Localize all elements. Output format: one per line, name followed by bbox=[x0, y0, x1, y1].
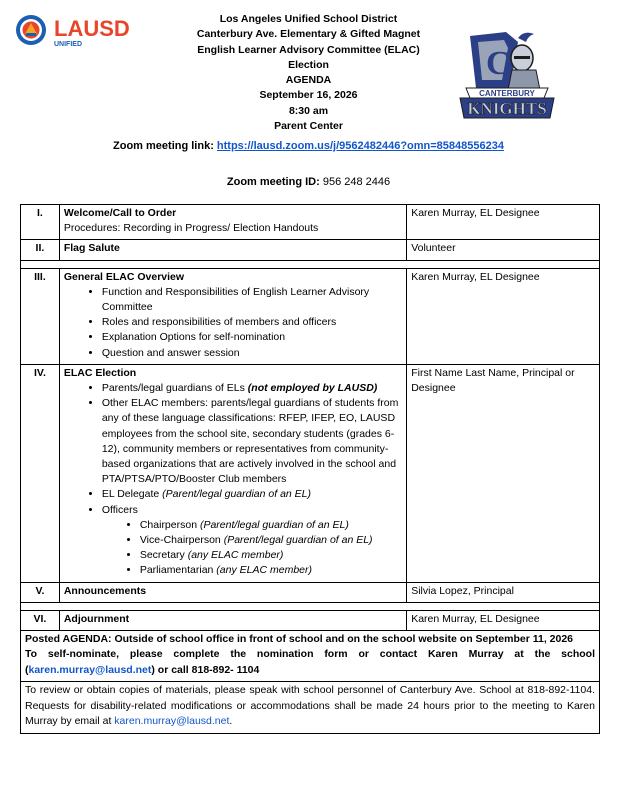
agenda-item-presenter: Volunteer bbox=[407, 240, 600, 260]
list-item: • Explanation Options for self-nomination bbox=[102, 330, 402, 345]
svg-text:C: C bbox=[486, 45, 511, 82]
self-nominate-phone: ) or call 818-892- 1104 bbox=[151, 663, 260, 676]
zoom-link-line bbox=[0, 140, 617, 152]
meeting-time: 8:30 am bbox=[288, 104, 329, 117]
agenda-table bbox=[20, 204, 600, 734]
agenda-item-cell bbox=[59, 364, 406, 582]
agenda-row-1 bbox=[21, 205, 600, 240]
agenda-item-title: Adjournment bbox=[63, 612, 130, 625]
agenda-row-5 bbox=[21, 582, 600, 602]
agenda-item-presenter: Karen Murray, EL Designee bbox=[407, 205, 600, 240]
agenda-item-number: I. bbox=[21, 205, 60, 240]
agenda-row-4 bbox=[21, 364, 600, 582]
agenda-item-cell bbox=[59, 268, 406, 364]
spacer-cell bbox=[21, 602, 600, 610]
list-item: • Function and Responsibilities of English Learner Advisory Committee bbox=[102, 285, 402, 315]
officer-item bbox=[140, 563, 402, 578]
officer-role: Vice-Chairperson bbox=[139, 534, 224, 547]
agenda-item-title: Flag Salute bbox=[63, 242, 120, 255]
officer-item bbox=[140, 548, 402, 563]
list-item bbox=[102, 503, 402, 579]
district-name: Los Angeles Unified School District bbox=[219, 13, 398, 25]
officer-list bbox=[102, 518, 402, 579]
agenda-item-cell bbox=[59, 205, 406, 240]
agenda-item-cell bbox=[59, 582, 406, 602]
committee-name: English Learner Advisory Committee (ELAC) bbox=[197, 43, 420, 56]
meeting-type: Election bbox=[288, 58, 329, 71]
notice-end: . bbox=[229, 715, 233, 728]
list-item: • Roles and responsibilities of members and officers bbox=[102, 315, 402, 330]
contact-email-link[interactable]: karen.murray@lausd.net bbox=[28, 663, 152, 676]
posted-row bbox=[21, 631, 600, 682]
agenda-item-number: V. bbox=[21, 582, 60, 602]
agenda-item-number: IV. bbox=[21, 364, 60, 582]
self-nominate-line bbox=[25, 647, 595, 678]
officer-note: (any ELAC member) bbox=[187, 549, 284, 562]
bullet-text: EL Delegate bbox=[101, 488, 163, 501]
school-name: Canterbury Ave. Elementary & Gifted Magnet bbox=[196, 28, 421, 41]
zoom-link-label: Zoom meeting link: bbox=[113, 140, 214, 152]
bullet-emphasis: (not employed by LAUSD) bbox=[247, 382, 378, 395]
spacer-cell bbox=[21, 260, 600, 268]
agenda-item-number: III. bbox=[21, 268, 60, 364]
list-item: • Question and answer session bbox=[102, 346, 402, 361]
list-item bbox=[102, 381, 402, 396]
agenda-row-3 bbox=[21, 268, 600, 364]
officer-note: (any ELAC member) bbox=[216, 564, 312, 577]
agenda-heading: AGENDA bbox=[285, 74, 332, 87]
meeting-date: September 16, 2026 bbox=[259, 89, 358, 102]
posted-agenda-line: Posted AGENDA: Outside of school office in front of school and on the school website on September 11, 2026 bbox=[25, 633, 574, 646]
agenda-item-detail: Procedures: Recording in Progress/ Election Handouts bbox=[63, 222, 319, 235]
zoom-id-line bbox=[0, 176, 617, 188]
lausd-logo-text: LAUSD bbox=[54, 16, 130, 41]
officer-note: (Parent/legal guardian of an EL) bbox=[223, 534, 373, 547]
officer-role: Parliamentarian bbox=[139, 564, 217, 577]
agenda-item-presenter: Karen Murray, EL Designee bbox=[407, 610, 600, 630]
officer-role: Chairperson bbox=[139, 518, 200, 531]
bullet-text: Officers bbox=[101, 503, 138, 516]
meeting-location: Parent Center bbox=[274, 120, 343, 133]
agenda-item-title: Announcements bbox=[63, 584, 147, 597]
bullet-emphasis: (Parent/legal guardian of an EL) bbox=[162, 488, 312, 501]
agenda-item-presenter: Karen Murray, EL Designee bbox=[407, 268, 600, 364]
posted-notice bbox=[21, 631, 600, 682]
agenda-item-cell bbox=[59, 610, 406, 630]
officer-item bbox=[140, 518, 402, 533]
list-item bbox=[102, 487, 402, 502]
notice-email-link[interactable]: karen.murray@lausd.net bbox=[114, 715, 230, 728]
canterbury-knights-logo bbox=[456, 28, 557, 123]
agenda-item-presenter: First Name Last Name, Principal or Designee bbox=[407, 364, 600, 582]
agenda-item-presenter: Silvia Lopez, Principal bbox=[407, 582, 600, 602]
officer-role: Secretary bbox=[139, 549, 188, 562]
logo-canterbury-text: CANTERBURY bbox=[479, 89, 535, 98]
agenda-item-number: II. bbox=[21, 240, 60, 260]
agenda-item-title: Welcome/Call to Order bbox=[63, 207, 177, 219]
accessibility-notice bbox=[21, 682, 600, 733]
zoom-id-label: Zoom meeting ID: bbox=[226, 176, 320, 188]
logo-knights-text: KNIGHTS bbox=[467, 99, 547, 118]
spacer-row bbox=[21, 602, 600, 610]
zoom-id-value: 956 248 2446 bbox=[322, 176, 391, 188]
agenda-item-number: VI. bbox=[21, 610, 60, 630]
officer-note: (Parent/legal guardian of an EL) bbox=[199, 518, 349, 531]
lausd-logo-subtext: UNIFIED bbox=[54, 41, 82, 48]
agenda-item-title: ELAC Election bbox=[63, 366, 137, 379]
agenda-bullet-list bbox=[64, 381, 402, 579]
zoom-meeting-link[interactable]: https://lausd.zoom.us/j/9562482446?omn=85848556234 bbox=[216, 140, 504, 152]
officer-item bbox=[140, 533, 402, 548]
list-item: • Other ELAC members: parents/legal guardians of students from any of these language classifications: RFEP, IFEP, EO, LAUSD employees from the school site, secondary students (grades 6-12), community members or representatives from community-based organizations that are actively involved in the school and PTA/PTSA/PTO/Booster Club members bbox=[102, 396, 402, 487]
agenda-item-title: General ELAC Overview bbox=[63, 270, 185, 283]
bullet-text: Parents/legal guardians of ELs bbox=[101, 382, 248, 395]
agenda-item-cell bbox=[59, 240, 406, 260]
agenda-row-2 bbox=[21, 240, 600, 260]
spacer-row bbox=[21, 260, 600, 268]
self-nominate-text: To self-nominate, please complete the nomination form or contact Karen Murray at the school ( bbox=[25, 648, 595, 676]
agenda-bullet-list bbox=[64, 285, 402, 361]
notice-text: To review or obtain copies of materials, please speak with school personnel of Canterbury Ave. School at 818-892-1104. Requests for disability-related modifications or accommodations shall be made 24 hours prior to the meeting to Karen Murray by email at bbox=[25, 684, 595, 728]
agenda-row-6 bbox=[21, 610, 600, 630]
notice-row bbox=[21, 682, 600, 733]
